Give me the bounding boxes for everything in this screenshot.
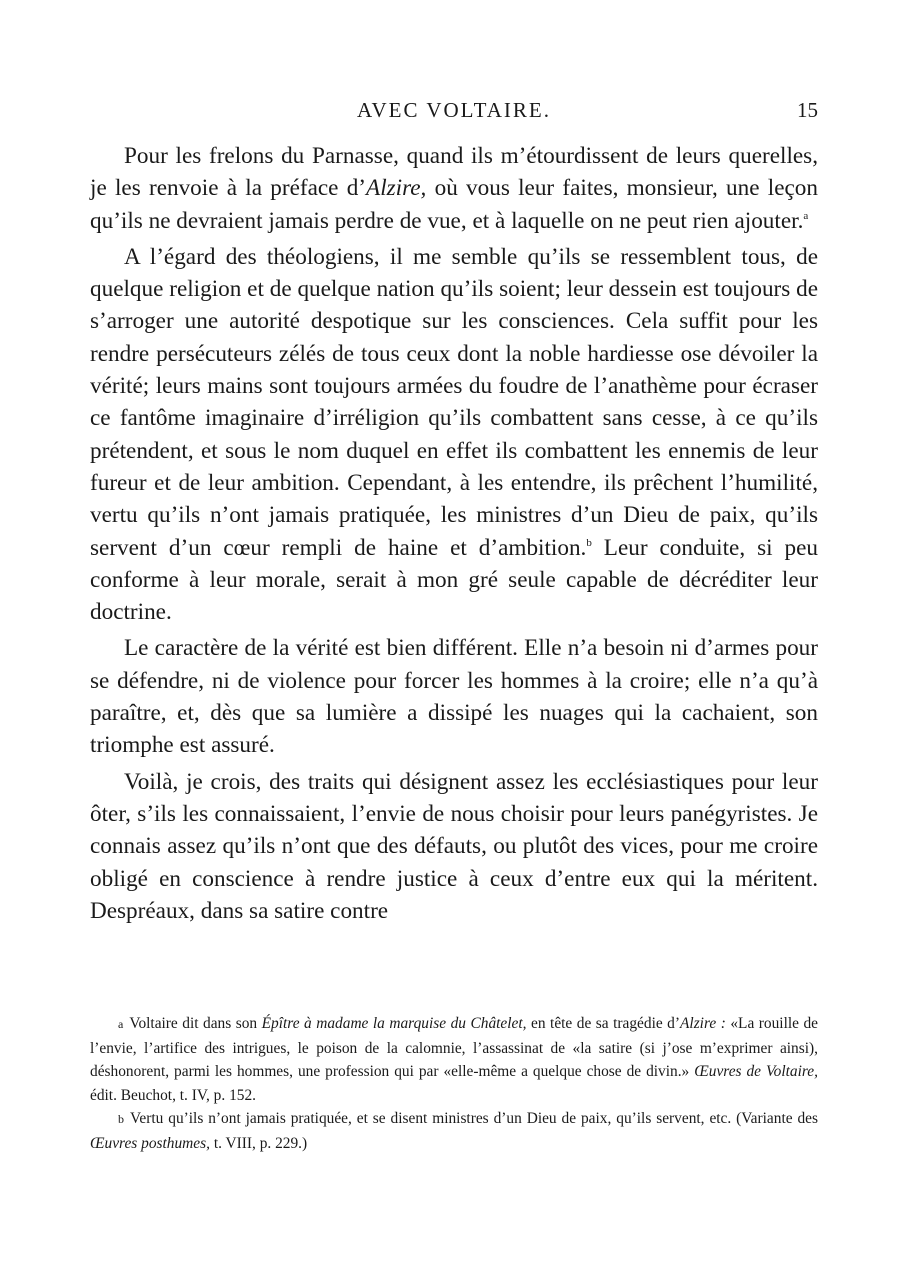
footnote-ref-a[interactable]: a <box>803 209 809 222</box>
text-run: Pour les frelons du Parnasse, quand ils m’étourdissent de leurs querelles, je les renvoie à la préface d’ <box>90 143 818 202</box>
text-run: «La rouille de l’envie, l’artifice des intrigues, le poison de la calomnie, l’assassinat de «la satire (si j’ose m’exprimer ainsi), déshonorent, parmi les hommes, une profession qui par «elle-même a quelque chose de divin.» <box>90 1015 818 1081</box>
text-run: Voltaire dit dans son <box>129 1015 262 1032</box>
text-run: édit. Beuchot, t. IV, p. 152. <box>90 1086 257 1104</box>
work-title: Alzire, <box>366 175 427 202</box>
footnote-mark: b <box>118 1112 124 1127</box>
footnote-mark: a <box>118 1017 124 1031</box>
paragraph-1 <box>90 140 818 237</box>
page-body <box>90 90 818 927</box>
text-run: où vous leur faites, monsieur, une leçon qu’ils ne devraient jamais perdre de vue, et à laquelle on ne peut rien ajouter. <box>90 175 818 234</box>
text-run: t. VIII, p. 229.) <box>209 1134 308 1152</box>
running-head <box>90 90 818 130</box>
footnote-b <box>90 1107 818 1155</box>
work-title: Œuvres posthumes, <box>90 1134 210 1152</box>
footnote-ref-b[interactable]: b <box>586 536 592 549</box>
footnote-a <box>90 1012 818 1107</box>
running-title: AVEC VOLTAIRE. <box>357 98 551 122</box>
text-run: Leur conduite, si peu conforme à leur morale, serait à mon gré seule capable de décréditer leur doctrine. <box>90 534 818 626</box>
work-title: Œuvres de Voltaire, <box>694 1063 818 1081</box>
text-run: A l’égard des théologiens, il me semble qu’ils se ressemblent tous, de quelque religion et de quelque nation qu’ils soient; leur dessein est toujours de s’arroger une autorité despotique sur les consciences. Cela suffit pour les rendre persécuteurs zélés de tous ceux dont la noble hardiesse ose dévoiler la vérité; leurs mains sont toujours armées du foudre de l’anathème pour écraser ce fantôme imaginaire d’irréligion qu’ils combattent sans cesse, à ce qu’ils prétendent, et sous le nom duquel en effet ils combattent les ennemis de leur fureur et de leur ambition. Cependant, à les entendre, ils prêchent l’humilité, vertu qu’ils n’ont jamais pratiquée, les ministres d’un Dieu de paix, qu’ils servent d’un cœur rempli de haine et d’ambition. <box>90 243 818 561</box>
work-title: Alzire : <box>680 1015 726 1032</box>
work-title: Épître à madame la marquise du Châtelet, <box>261 1015 527 1032</box>
main-text <box>90 140 818 927</box>
text-run: Vertu qu’ils n’ont jamais pratiquée, et se disent ministres d’un Dieu de paix, qu’ils servent, etc. (Variante des <box>130 1110 818 1128</box>
text-run: en tête de sa tragédie d’ <box>526 1015 681 1032</box>
page-number: 15 <box>797 98 818 122</box>
footnotes <box>90 1012 818 1156</box>
paragraph-2 <box>90 241 818 629</box>
paragraph-4: Voilà, je crois, des traits qui désignent assez les ecclésiastiques pour leur ôter, s’ils les connaissaient, l’envie de nous choisir pour leurs panégyristes. Je connais assez qu’ils n’ont que des défauts, ou plutôt des vices, pour me croire obligé en conscience à rendre justice à ceux d’entre eux qui la méritent. Despréaux, dans sa satire contre <box>90 768 818 924</box>
paragraph-3: Le caractère de la vérité est bien différent. Elle n’a besoin ni d’armes pour se défendre, ni de violence pour forcer les hommes à la croire; elle n’a qu’à paraître, et, dès que sa lumière a dissipé les nuages qui la cachaient, son triomphe est assuré. <box>90 635 818 759</box>
